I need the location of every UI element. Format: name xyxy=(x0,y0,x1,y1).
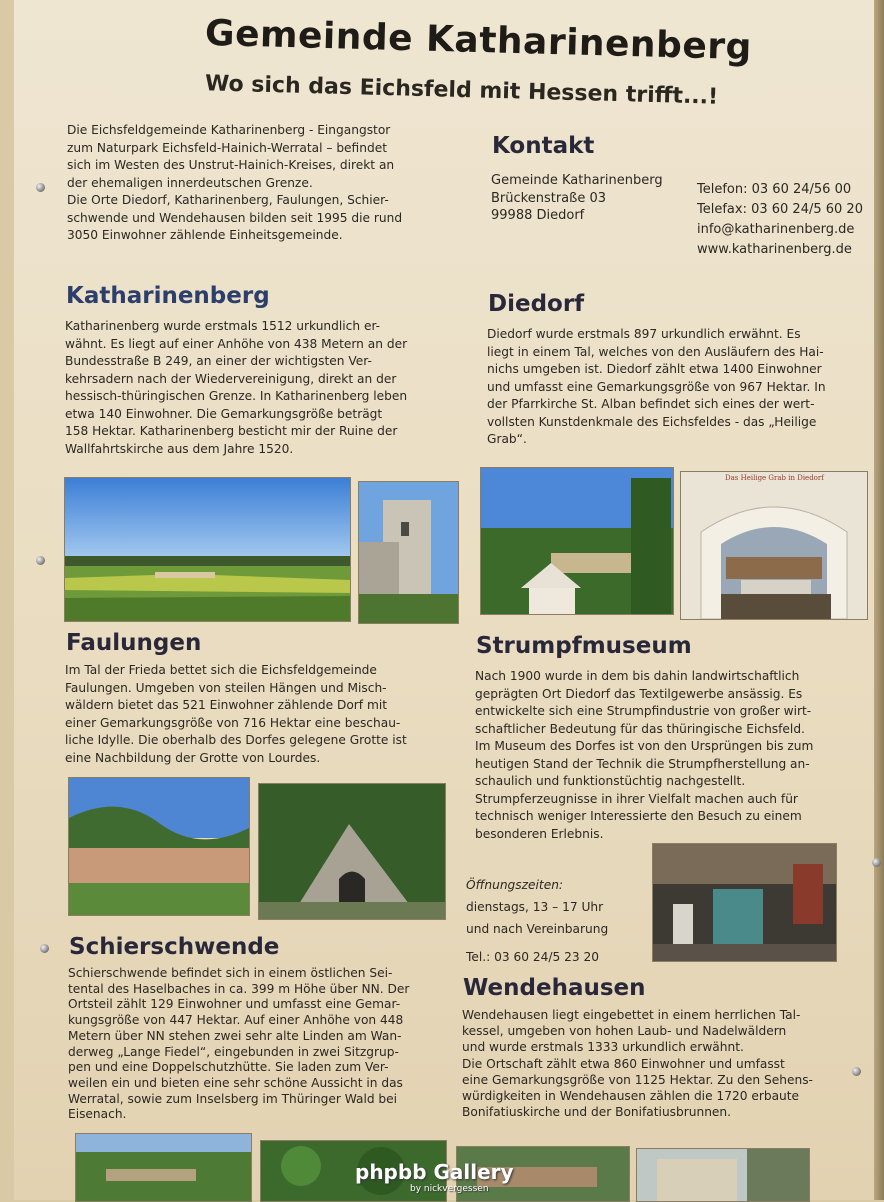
text-line: Im Tal der Frieda bettet sich die Eichsfeldgemeinde xyxy=(65,663,377,677)
text-line: geprägten Ort Diedorf das Textilgewerbe ansässig. Es xyxy=(475,686,803,701)
text-line: 3050 Einwohner zählende Einheitsgemeinde. xyxy=(67,228,343,242)
text-line: kungsgröße von 447 Hektar. Auf einer Anhöhe von 448 xyxy=(68,1013,404,1028)
text-line: derweg „Lange Fiedel“, eingebunden in zwei Sitzgrup- xyxy=(68,1044,399,1059)
text-line: Grab“. xyxy=(487,432,527,446)
contact-heading: Kontakt xyxy=(492,133,595,159)
screw xyxy=(36,183,45,192)
website-url: www.katharinenberg.de xyxy=(697,242,852,257)
text-line: würdigkeiten in Wendehausen zählen die 1720 erbaute xyxy=(462,1089,800,1104)
photo-caption: Das Heilige Grab in Diedorf xyxy=(725,474,824,482)
text-line: Werratal, sowie zum Inselsberg im Thüringer Wald bei xyxy=(68,1091,398,1106)
text-line: schaftlicher Bedeutung für das thüringische Eichsfeld. xyxy=(475,721,805,736)
watermark-logo: phpbb Gallery xyxy=(355,1160,514,1184)
text-line: der ehemaligen innerdeutschen Grenze. xyxy=(67,175,313,190)
text-line: entwickelte sich eine Strumpfindustrie von großer wirt- xyxy=(475,704,812,718)
text-line: technisch weniger Interessierte den Besuch zu einem xyxy=(475,809,802,823)
text-line: Wendehausen liegt eingebettet in einem herrlichen Tal- xyxy=(462,1008,801,1022)
fax-number: Telefax: 03 60 24/5 60 20 xyxy=(697,202,863,217)
text-line: Wallfahrtskirche aus dem Jahre 1520. xyxy=(65,441,294,456)
schierschwende-text xyxy=(68,966,468,1123)
faulungen-text xyxy=(65,662,465,767)
text-line: Im Museum des Dorfes ist von den Ursprüngen bis zum xyxy=(475,739,814,753)
katharinenberg-text xyxy=(65,318,465,458)
schierschwende-heading: Schierschwende xyxy=(69,934,280,960)
text-line: kessel, umgeben von hohen Laub- und Nadelwäldern xyxy=(462,1024,787,1039)
faulungen-heading: Faulungen xyxy=(66,630,202,656)
text-line: wähnt. Es liegt auf einer Anhöhe von 438 Metern an der xyxy=(65,336,408,351)
page-title: Gemeinde Katharinenberg xyxy=(204,12,753,69)
text-line: eine Nachbildung der Grotte von Lourdes. xyxy=(65,750,321,765)
text-line: schaulich und funktionstüchtig nachgestellt. xyxy=(475,774,746,788)
hours-label: Öffnungszeiten: xyxy=(466,878,564,892)
katharinenberg-heading: Katharinenberg xyxy=(66,283,270,309)
contact-details xyxy=(697,180,863,260)
text-line: liegt in einem Tal, welches von den Ausläufern des Hai- xyxy=(487,344,824,359)
text-line: vollsten Kunstdenkmale des Eichsfeldes - das „Heilige xyxy=(487,414,817,429)
wendehausen-heading: Wendehausen xyxy=(463,975,646,1001)
contact-address xyxy=(491,172,663,225)
text-line: hessisch-thüringischen Grenze. In Katharinenberg leben xyxy=(65,389,408,403)
text-line: besonderen Erlebnis. xyxy=(475,826,604,841)
grotto-photo xyxy=(258,783,446,920)
email-address: info@katharinenberg.de xyxy=(697,222,855,237)
faulungen-village-photo xyxy=(68,777,250,916)
text-line: 158 Hektar. Katharinenberg besticht mir der Ruine der xyxy=(65,424,398,438)
strumpfmuseum-heading: Strumpfmuseum xyxy=(476,633,692,659)
bottom-landscape-photo xyxy=(75,1133,252,1202)
text-line: der Pfarrkirche St. Alban befindet sich eines der wert- xyxy=(487,397,815,411)
landscape-photo xyxy=(64,477,351,622)
holy-sepulchre-photo xyxy=(680,471,868,620)
text-line: Nach 1900 wurde in dem bis dahin landwirtschaftlich xyxy=(475,669,800,683)
text-line: schwende und Wendehausen bilden seit 1995 die rund xyxy=(67,210,403,225)
wendehausen-text xyxy=(462,1007,862,1120)
diedorf-text xyxy=(487,326,882,449)
hours-line: und nach Vereinbarung xyxy=(466,922,609,936)
text-line: Ortsteil zählt 129 Einwohner und umfasst eine Gemar- xyxy=(68,997,401,1012)
intro-text xyxy=(67,122,477,245)
text-line: Eisenach. xyxy=(68,1107,127,1122)
bottom-fountain-photo xyxy=(636,1148,810,1202)
text-line: Schierschwende befindet sich in einem östlichen Sei- xyxy=(68,966,393,980)
text-line: Metern über NN stehen zwei sehr alte Linden am Wan- xyxy=(68,1028,402,1043)
strumpfmuseum-text xyxy=(475,668,875,843)
text-line: und umfasst eine Gemarkungsgröße von 967 Hektar. In xyxy=(487,379,826,394)
text-line: eine Gemarkungsgröße von 1125 Hektar. Zu den Sehens- xyxy=(462,1072,813,1087)
text-line: nichs umgeben ist. Diedorf zählt etwa 1400 Einwohner xyxy=(487,362,822,376)
text-line: Bundesstraße B 249, an einer der wichtigsten Ver- xyxy=(65,354,372,368)
address-line: 99988 Diedorf xyxy=(491,208,585,223)
text-line: zum Naturpark Eichsfeld-Hainich-Werratal – befindet xyxy=(67,140,387,155)
text-line: Diedorf wurde erstmals 897 urkundlich erwähnt. Es xyxy=(487,327,801,341)
text-line: Bonifatiuskirche und der Bonifatiusbrunnen. xyxy=(462,1105,732,1120)
screw xyxy=(36,556,45,565)
text-line: etwa 140 Einwohner. Die Gemarkungsgröße beträgt xyxy=(65,406,383,421)
page-subtitle: Wo sich das Eichsfeld mit Hessen trifft...! xyxy=(204,71,719,110)
text-line: Die Eichsfeldgemeinde Katharinenberg - Eingangstor xyxy=(67,123,391,137)
text-line: kehrsadern nach der Wiedervereinigung, direkt an der xyxy=(65,371,397,386)
text-line: Faulungen. Umgeben von steilen Hängen und Misch- xyxy=(65,680,387,695)
text-line: Die Ortschaft zählt etwa 860 Einwohner und umfasst xyxy=(462,1056,785,1071)
address-line: Brückenstraße 03 xyxy=(491,190,606,206)
text-line: wäldern bietet das 521 Einwohner zählende Dorf mit xyxy=(65,698,387,712)
board-frame-edge xyxy=(874,0,884,1200)
text-line: sich im Westen des Unstrut-Hainich-Kreises, direkt an xyxy=(67,158,395,172)
village-photo xyxy=(480,467,674,615)
watermark-credit: by nickvergessen xyxy=(410,1184,489,1194)
text-line: weilen ein und bieten eine sehr schöne Aussicht in das xyxy=(68,1075,403,1090)
text-line: liche Idylle. Die oberhalb des Dorfes gelegene Grotte ist xyxy=(65,733,407,747)
museum-phone: Tel.: 03 60 24/5 23 20 xyxy=(466,950,600,964)
text-line: und wurde erstmals 1333 urkundlich erwähnt. xyxy=(462,1040,744,1055)
screw xyxy=(872,858,881,867)
text-line: heutigen Stand der Technik die Strumpfherstellung an- xyxy=(475,756,810,771)
church-ruin-photo xyxy=(358,481,459,624)
diedorf-heading: Diedorf xyxy=(488,291,585,317)
text-line: pen und eine Doppelschutzhütte. Sie laden zum Ver- xyxy=(68,1060,389,1075)
opening-hours xyxy=(466,874,608,968)
hours-line: dienstags, 13 – 17 Uhr xyxy=(466,900,604,914)
address-line: Gemeinde Katharinenberg xyxy=(491,173,663,188)
text-line: Strumpferzeugnisse in ihrer Vielfalt machen auch für xyxy=(475,791,798,806)
phone-number: Telefon: 03 60 24/56 00 xyxy=(697,182,852,197)
screw xyxy=(40,944,49,953)
text-line: tental des Haselbaches in ca. 399 m Höhe über NN. Der xyxy=(68,981,410,996)
text-line: Katharinenberg wurde erstmals 1512 urkundlich er- xyxy=(65,319,381,333)
text-line: Die Orte Diedorf, Katharinenberg, Faulungen, Schier- xyxy=(67,193,389,207)
museum-machine-photo xyxy=(652,843,837,962)
text-line: einer Gemarkungsgröße von 716 Hektar eine beschau- xyxy=(65,715,401,730)
